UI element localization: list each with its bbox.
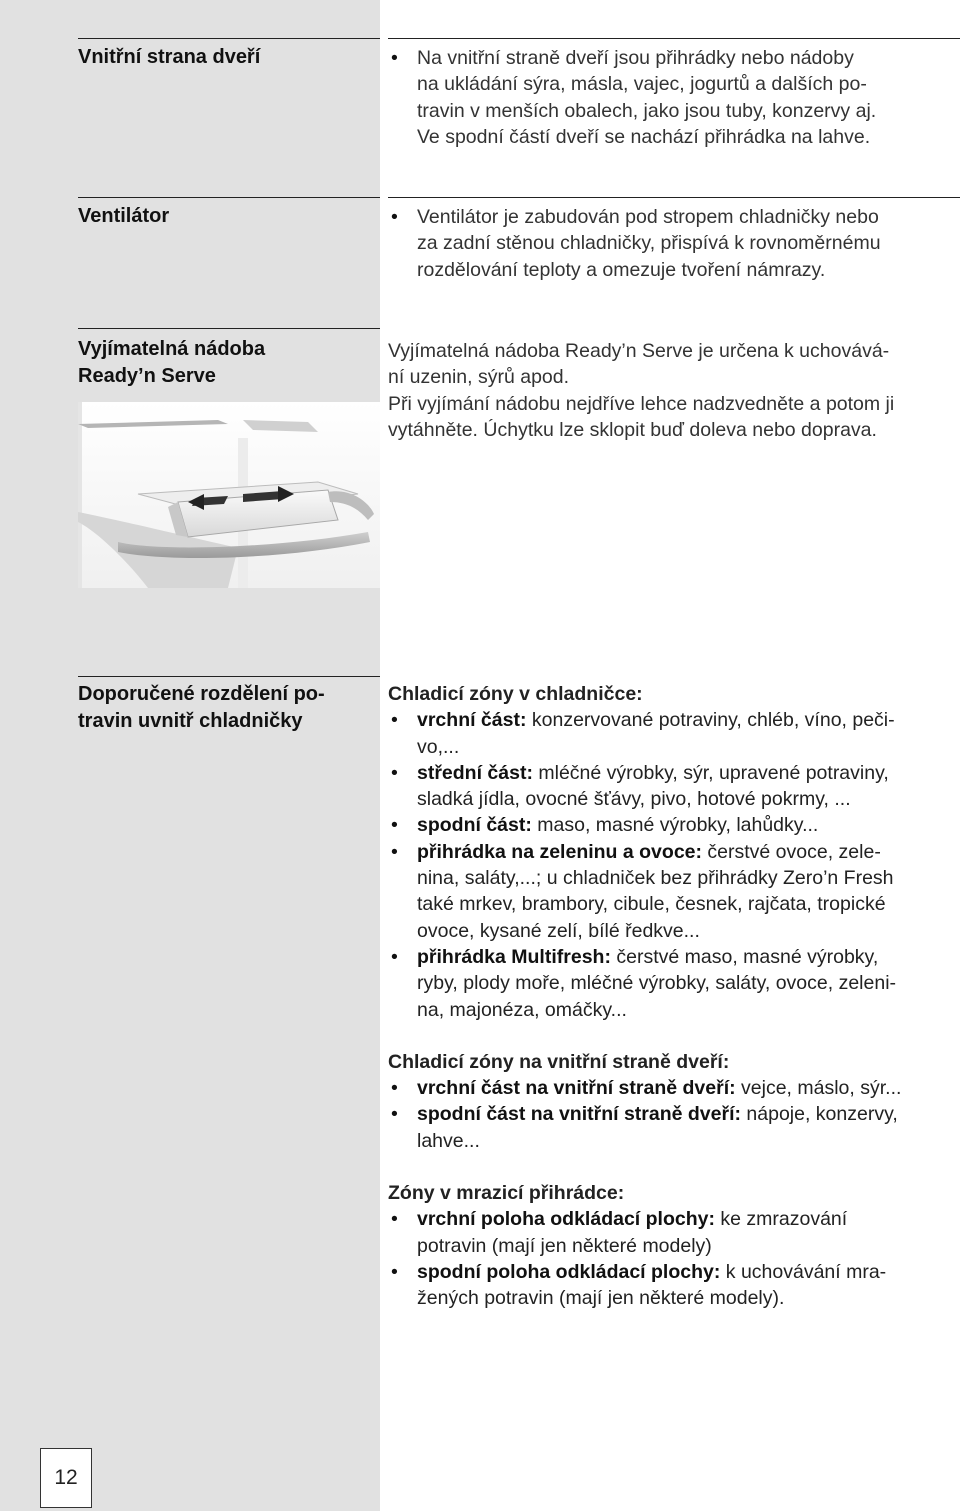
list-item: [388, 45, 960, 150]
item-term: přihrádka Multifresh:: [417, 945, 611, 968]
item-description: ke zmrazování: [714, 1208, 848, 1231]
item-description: nápoje, konzervy,: [741, 1103, 898, 1126]
text-line: [417, 1259, 960, 1285]
section-title-ready: [78, 336, 265, 390]
section-divider-ready: [78, 328, 380, 329]
item-description: konzervované potraviny, chléb, víno, peči-: [526, 709, 895, 732]
section-text-recommend: [388, 681, 960, 1338]
item-term: vrchní část:: [417, 709, 527, 732]
text-line: také mrkev, brambory, cibule, česnek, rajčata, tropické: [417, 893, 886, 916]
item-term: střední část:: [417, 761, 533, 784]
section-divider-recommend: [78, 676, 380, 677]
item-description: mléčné výrobky, sýr, upravené potraviny,: [532, 761, 889, 784]
item-term: spodní poloha odkládací plochy:: [417, 1260, 721, 1283]
zone-list: [388, 707, 960, 1023]
text-line: [417, 707, 960, 733]
text-line: [417, 944, 960, 970]
text-line: [417, 1206, 960, 1232]
text-line: nina, saláty,...; u chladniček bez přihrádky Zero’n Fresh: [417, 867, 894, 890]
section-title-ready-line2: Ready’n Serve: [78, 365, 216, 387]
text-line: [417, 839, 960, 865]
text-line: [417, 812, 960, 838]
item-description: čerstvé ovoce, zele-: [702, 840, 881, 863]
text-line: Vyjímatelná nádoba Ready’n Serve je určena k uchovává-: [388, 340, 890, 362]
list-item: [388, 760, 960, 813]
zone-list: [388, 1206, 960, 1311]
section-divider-door-right: [388, 38, 960, 39]
zone-list: [388, 1075, 960, 1154]
text-line: Při vyjímání nádobu nejdříve lehce nadzvedněte a potom ji: [388, 392, 895, 415]
section-title-recommend-line2: travin uvnitř chladničky: [78, 710, 303, 732]
list-item: [388, 944, 960, 1023]
section-divider-fan: [78, 197, 380, 198]
text-line: potravin (mají jen některé modely): [417, 1234, 712, 1257]
text-line: vo,...: [417, 735, 460, 758]
item-term: vrchní poloha odkládací plochy:: [417, 1208, 715, 1231]
text-line: lahve...: [417, 1129, 480, 1152]
item-term: spodní část na vnitřní straně dveří:: [417, 1103, 741, 1126]
zone-group: [388, 681, 960, 1023]
section-divider-fan-right: [388, 197, 960, 198]
text-line: vytáhněte. Úchytku lze sklopit buď doleva nebo doprava.: [388, 418, 877, 441]
text-line: sladká jídla, ovocné šťávy, pivo, hotové pokrmy, ...: [417, 788, 851, 811]
section-title-ready-line1: Vyjímatelná nádoba: [78, 338, 266, 360]
list-item: [388, 1206, 960, 1259]
section-text-ready: [388, 338, 960, 443]
text-line: • Ventilátor je zabudován pod stropem chladničky nebo: [417, 206, 879, 228]
zone-group-header: Chladicí zóny v chladničce:: [388, 683, 643, 705]
section-text-fan: [388, 204, 960, 283]
section-title-recommend-line1: Doporučené rozdělení po-: [78, 683, 325, 705]
list-item: [388, 1259, 960, 1312]
text-line: rozdělování teploty a omezuje tvoření námrazy.: [417, 258, 826, 281]
zone-group-header: Zóny v mrazicí přihrádce:: [388, 1182, 625, 1205]
list-item: [388, 1101, 960, 1154]
list-item: [388, 839, 960, 944]
text-line: ryby, plody moře, mléčné výrobky, saláty, ovoce, zeleni-: [417, 972, 897, 995]
list-item: [388, 204, 960, 283]
list-item: [388, 1075, 960, 1101]
item-description: k uchovávání mra-: [720, 1260, 887, 1283]
page-number: 12: [40, 1448, 92, 1508]
text-line: ovoce, kysané zelí, bílé ředkve...: [417, 919, 700, 942]
item-term: vrchní část na vnitřní straně dveří:: [417, 1077, 736, 1100]
item-description: vejce, máslo, sýr...: [735, 1077, 902, 1100]
text-line: na ukládání sýra, másla, vajec, jogurtů a dalších po-: [417, 73, 867, 96]
section-title-door: Vnitřní strana dveří: [78, 46, 261, 68]
left-sidebar-band: [0, 0, 380, 1511]
text-line: [417, 1101, 960, 1127]
item-description: maso, masné výrobky, lahůdky...: [531, 814, 819, 837]
section-text-door: [388, 45, 960, 150]
item-description: čerstvé maso, masné výrobky,: [610, 945, 879, 968]
zone-group: [388, 1049, 960, 1154]
text-line: travin v menších obalech, jako jsou tuby, konzervy aj.: [417, 99, 877, 122]
item-term: spodní část:: [417, 814, 532, 837]
zone-group-header: Chladicí zóny na vnitřní straně dveří:: [388, 1050, 730, 1073]
section-title-recommend: [78, 681, 325, 735]
list-item: [388, 812, 960, 838]
list-item: [388, 707, 960, 760]
text-line: ní uzenin, sýrů apod.: [388, 366, 570, 389]
section-title-fan: Ventilátor: [78, 205, 170, 227]
text-line: žených potravin (mají jen některé modely).: [417, 1287, 785, 1310]
text-line: [417, 760, 960, 786]
text-line: za zadní stěnou chladničky, přispívá k rovnoměrnému: [417, 232, 881, 255]
text-line: na, majonéza, omáčky...: [417, 998, 627, 1021]
container-illustration: [78, 402, 380, 588]
text-line: • Na vnitřní straně dveří jsou přihrádky nebo nádoby: [417, 47, 854, 69]
item-term: přihrádka na zeleninu a ovoce:: [417, 840, 702, 863]
text-line: Ve spodní částí dveří se nachází přihrádka na lahve.: [417, 125, 871, 148]
text-line: [417, 1075, 960, 1101]
section-divider-door: [78, 38, 380, 39]
zone-group: [388, 1180, 960, 1311]
